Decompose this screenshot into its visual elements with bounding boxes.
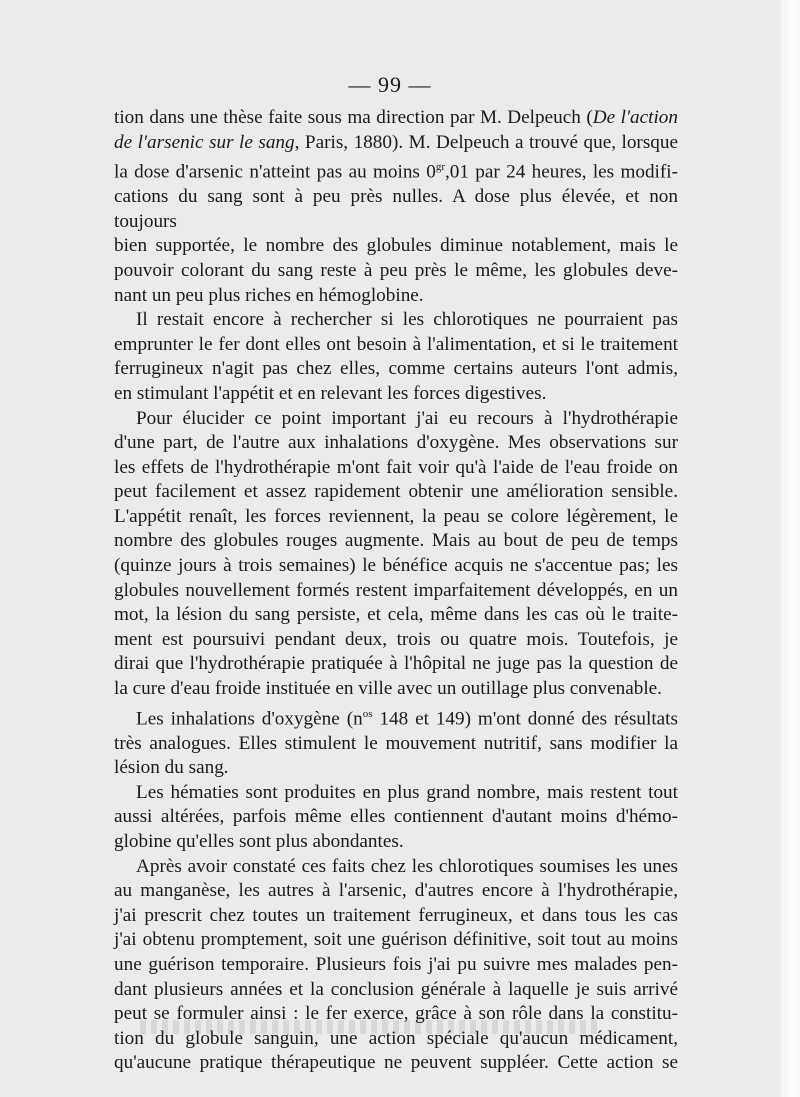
text-line: Après avoir constaté ces faits chez les chlorotiques soumises les unes (136, 855, 678, 877)
text-line: en stimulant l'appétit et en relevant les forces digestives. (114, 382, 547, 404)
text-line: globine qu'elles sont plus abondantes. (114, 831, 404, 852)
paragraph-1 (114, 106, 678, 308)
text-line: emprunter le fer dont elles ont besoin à l'alimentation, et si le traitement (114, 333, 678, 355)
page-number: — 99 — (348, 72, 432, 97)
text-line: tion du globule sanguin, une action spéciale qu'aucun médicament, (114, 1027, 678, 1049)
text-line: les effets de l'hydrothérapie m'ont fait voir qu'à l'aide de l'eau froide on (114, 456, 678, 478)
text-line: très analogues. Elles stimulent le mouvement nutritif, sans modifier la (114, 732, 678, 754)
text-line: j'ai obtenu promptement, soit une guérison définitive, soit tout au moins (114, 929, 678, 951)
text-line: Les inhalations d'oxygène ($n^{os}$ 148 et 149) m'ont donné des résultats (136, 707, 678, 730)
text-line: la dose d'arsenic n'atteint pas au moins $0^{gr},01$ par 24 heures, les modifi- (114, 161, 679, 183)
text-line: qu'aucune pratique thérapeutique ne peuvent suppléer. Cette action se (114, 1052, 678, 1074)
text-line: lésion du sang. (114, 757, 229, 779)
text-line: dirai que l'hydrothérapie pratiquée à l'hôpital ne juge pas la question de (114, 653, 678, 675)
italic-title: De l'action (592, 107, 678, 128)
text-line: L'appétit renaît, les forces reviennent, la peau se colore légèrement, le (114, 505, 678, 527)
page-edge (780, 0, 800, 1097)
text-line: ferrugineux n'agit pas chez elles, comme certains auteurs l'ont admis, (114, 358, 678, 380)
text-line: tion dans une thèse faite sous ma direction par M. Delpeuch (De l'action (114, 107, 678, 128)
text-line: de l'arsenic sur le sang, Paris, 1880). M. Delpeuch a trouvé que, lorsque (114, 131, 678, 153)
bleed-through-mark (140, 1020, 600, 1034)
text-line: Les hématies sont produites en plus grand nombre, mais restent tout (136, 781, 678, 803)
text-line: aussi altérées, parfois même elles contiennent d'autant moins d'hémo- (114, 806, 678, 828)
text-body (114, 106, 678, 1076)
text-line: cations du sang sont à peu près nulles. A dose plus élevée, et non toujours (114, 186, 678, 232)
text-line: Pour élucider ce point important j'ai eu recours à l'hydrothérapie (136, 407, 678, 429)
text-line: nombre des globules rouges augmente. Mais au bout de peu de temps (114, 530, 678, 552)
text-line: j'ai prescrit chez toutes un traitement ferrugineux, et dans tous les cas (114, 904, 678, 926)
text-line: la cure d'eau froide instituée en ville avec un outillage plus convenable. (114, 678, 662, 700)
text-line: bien supportée, le nombre des globules diminue notablement, mais le (114, 235, 678, 257)
text-line: peut se formuler ainsi : le fer exerce, grâce à son rôle dans la constitu- (114, 1003, 678, 1025)
italic-title: de l'arsenic sur le sang (114, 131, 295, 153)
paragraph-4 (114, 702, 678, 781)
text-line: nant un peu plus riches en hémoglobine. (114, 284, 424, 306)
text-line: mot, la lésion du sang persiste, et cela, même dans les cas où le traite- (114, 604, 678, 626)
paragraph-3 (114, 407, 678, 702)
paragraph-5 (114, 781, 678, 855)
text-line: peut facilement et assez rapidement obtenir une amélioration sensible. (114, 481, 678, 503)
text-line: d'une part, de l'autre aux inhalations d'oxygène. Mes observations sur (114, 432, 678, 454)
text-line: une guérison temporaire. Plusieurs fois j'ai pu suivre mes malades pen- (114, 953, 678, 975)
text-line: (quinze jours à trois semaines) le bénéfice acquis ne s'accentue pas; les (114, 555, 678, 577)
text-line: dant plusieurs années et la conclusion générale à laquelle je suis arrivé (114, 978, 678, 1000)
paragraph-6 (114, 855, 678, 1076)
paragraph-2 (114, 308, 678, 406)
text-line: au manganèse, les autres à l'arsenic, d'autres encore à l'hydrothérapie, (114, 880, 678, 902)
text-line: ment est poursuivi pendant deux, trois ou quatre mois. Toutefois, je (114, 628, 678, 650)
text-line: pouvoir colorant du sang reste à peu près le même, les globules deve- (114, 259, 678, 281)
text-line: globules nouvellement formés restent imparfaitement développés, en un (114, 579, 678, 601)
text-line: Il restait encore à rechercher si les chlorotiques ne pourraient pas (136, 309, 678, 331)
